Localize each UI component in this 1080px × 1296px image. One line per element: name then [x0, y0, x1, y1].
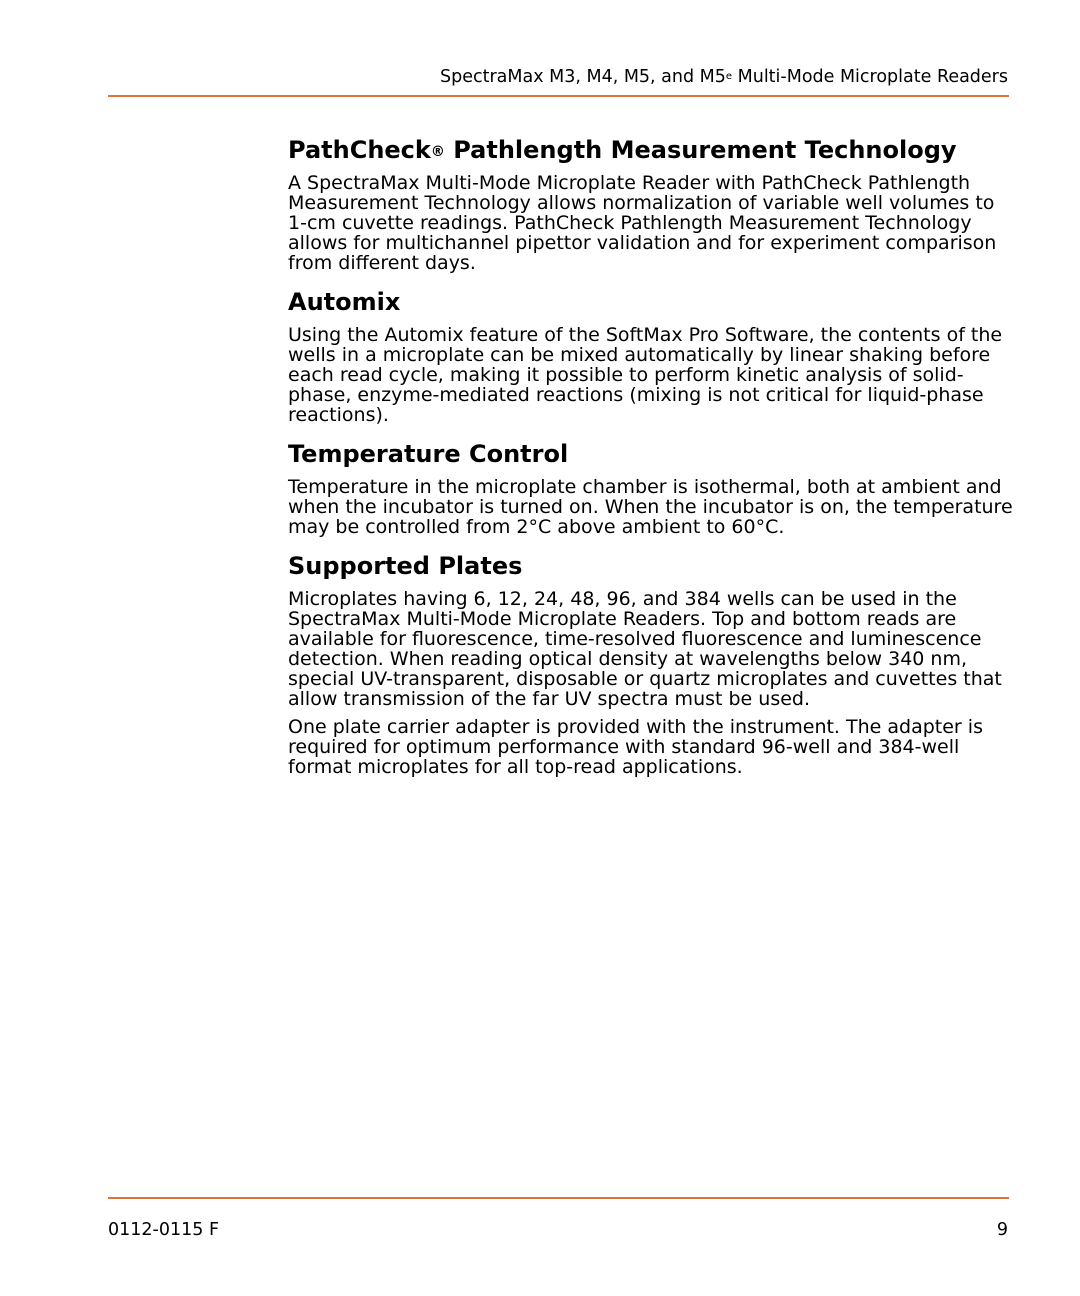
section-heading-automix: Automix	[288, 288, 401, 316]
supported-plates-paragraph-2: One plate carrier adapter is provided with the instrument. The adapter is required for optimum performance with standard 96-well and 384-well format microplates for all top-read applications.	[288, 716, 983, 778]
running-header	[108, 66, 1008, 88]
temperature-control-paragraph: Temperature in the microplate chamber is isothermal, both at ambient and when the incubator is turned on. When the incubator is on, the temperature may be controlled from 2°C above ambient to 60°C.	[288, 476, 1013, 538]
running-header-superscript: e	[725, 71, 733, 82]
running-header-title-part2: Multi-Mode Microplate Readers	[732, 67, 1008, 87]
automix-paragraph: Using the Automix feature of the SoftMax Pro Software, the contents of the wells in a microplate can be mixed automatically by linear shaking before each read cycle, making it possible to perform kinetic analysis of solid-phase, enzyme-mediated reactions (mixing is not critical for liquid-phase reactions).	[288, 324, 1003, 426]
registered-mark: ®	[430, 144, 445, 160]
pathcheck-heading-part2: Pathlength Measurement Technology	[444, 136, 957, 164]
section-heading-supported-plates: Supported Plates	[288, 552, 523, 580]
page-body	[288, 133, 1018, 785]
footer-rule	[108, 1197, 1009, 1199]
pathcheck-heading-part1: PathCheck	[288, 136, 431, 164]
footer-page-number: 9	[996, 1220, 1008, 1240]
pathcheck-paragraph: A SpectraMax Multi-Mode Microplate Reader with PathCheck Pathlength Measurement Technology allows normalization of variable well volumes to 1-cm cuvette readings. PathCheck Pathlength Measurement Technology allows for multichannel pipettor validation and for experiment comparison from different days.	[288, 172, 997, 274]
section-heading-temperature-control: Temperature Control	[288, 440, 569, 468]
header-rule	[108, 95, 1009, 97]
running-header-title-part1: SpectraMax M3, M4, M5, and M5	[439, 67, 726, 87]
footer-doc-number: 0112-0115 F	[108, 1220, 220, 1240]
supported-plates-paragraph-1: Microplates having 6, 12, 24, 48, 96, and 384 wells can be used in the SpectraMax Multi-Mode Microplate Readers. Top and bottom reads are available for fluorescence, time-resolved fluorescence and luminescence detection. When reading optical density at wavelengths below 340 nm, special UV-transparent, disposable or quartz microplates and cuvettes that allow transmission of the far UV spectra must be used.	[288, 588, 1002, 710]
section-heading-pathcheck	[288, 133, 1018, 167]
